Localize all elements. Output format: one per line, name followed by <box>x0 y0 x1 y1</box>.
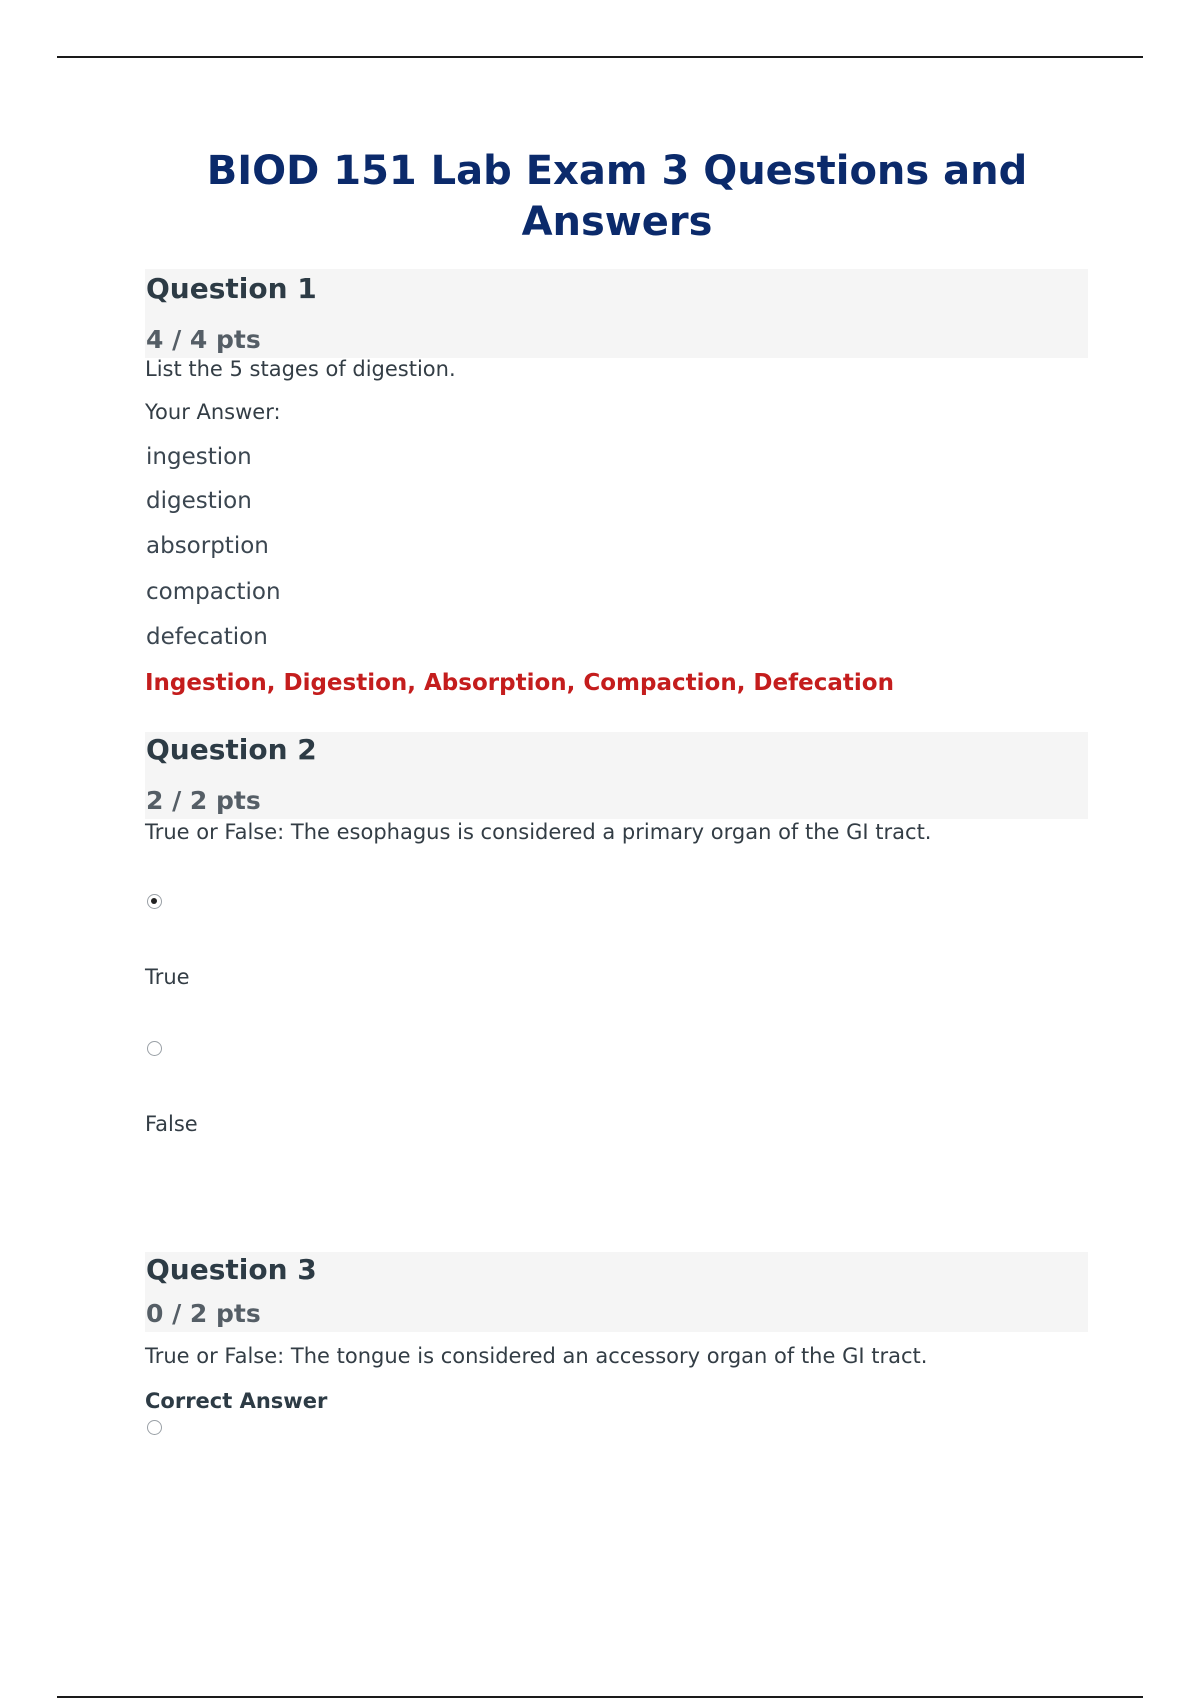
correct-answer-text: Ingestion, Digestion, Absorption, Compaction, Defecation <box>145 670 894 696</box>
question-1-points: 4 / 4 pts <box>146 325 261 354</box>
answer-item: defecation <box>146 624 268 650</box>
your-answer-label: Your Answer: <box>145 400 281 424</box>
question-2-points: 2 / 2 pts <box>146 786 261 815</box>
answer-item: compaction <box>146 579 281 605</box>
question-3-points: 0 / 2 pts <box>146 1299 261 1328</box>
false-option-label: False <box>145 1112 198 1136</box>
question-1-title: Question 1 <box>146 272 317 305</box>
question-2-prompt: True or False: The esophagus is considered a primary organ of the GI tract. <box>145 820 932 844</box>
true-option-label: True <box>145 965 190 989</box>
false-radio[interactable] <box>147 1041 162 1056</box>
document-title: BIOD 151 Lab Exam 3 Questions and Answers <box>206 148 1028 245</box>
question-3-header <box>145 1252 1088 1332</box>
answer-item: ingestion <box>146 444 252 470</box>
question-3-prompt: True or False: The tongue is considered an accessory organ of the GI tract. <box>145 1344 928 1368</box>
question-1-prompt: List the 5 stages of digestion. <box>145 357 456 381</box>
question-2-title: Question 2 <box>146 733 317 766</box>
question-1-header <box>145 269 1088 358</box>
answer-item: digestion <box>146 488 252 514</box>
answer-item: absorption <box>146 533 269 559</box>
true-radio[interactable] <box>147 894 162 909</box>
top-rule <box>57 56 1143 58</box>
question-3-title: Question 3 <box>146 1253 317 1286</box>
bottom-rule <box>57 1696 1143 1698</box>
question-2-header <box>145 732 1088 819</box>
correct-answer-label: Correct Answer <box>145 1389 328 1413</box>
correct-answer-radio[interactable] <box>147 1420 162 1435</box>
